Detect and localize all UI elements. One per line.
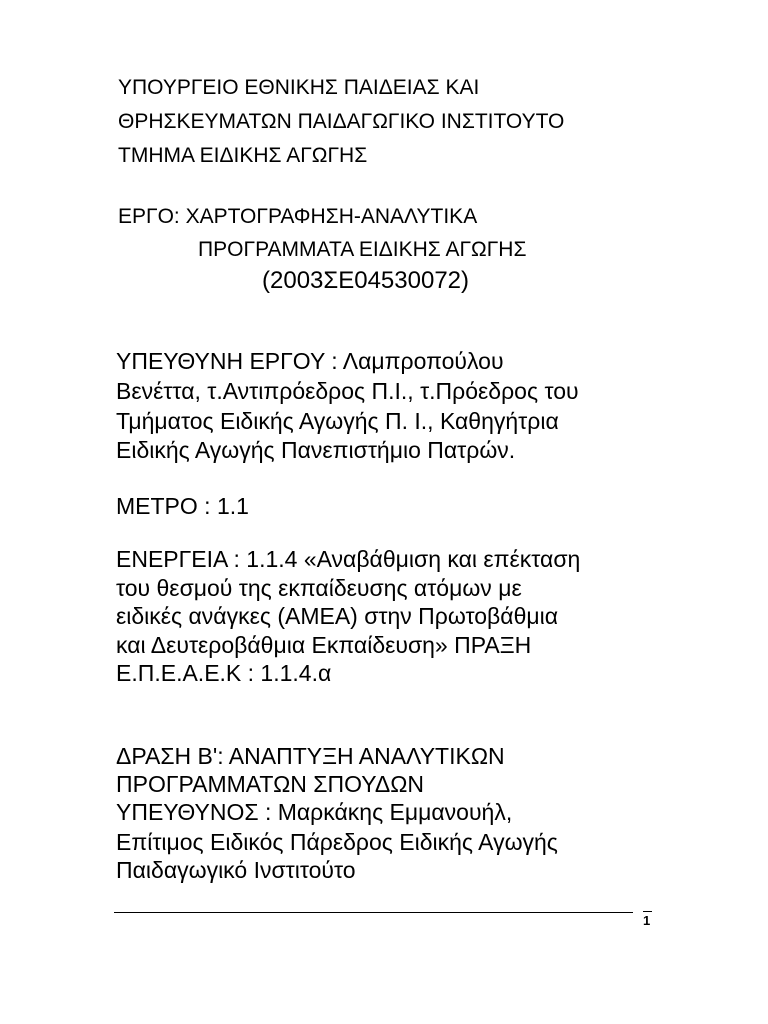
action-line-2: του θεσμού της εκπαίδευσης ατόμων με	[116, 575, 522, 601]
activity-line-5: Παιδαγωγικό Ινστιτούτο	[116, 857, 356, 883]
activity-line-4: Επίτιμος Ειδικός Πάρεδρος Ειδικής Αγωγής	[116, 829, 558, 855]
action-line-4: και Δευτεροβάθμια Εκπαίδευση» ΠΡΑΞΗ	[116, 632, 532, 658]
activity-line-3: ΥΠΕΥΘΥΝΟΣ : Μαρκάκης Εμμανουήλ,	[116, 799, 513, 825]
ministry-heading-line-1: ΥΠΟΥΡΓΕΙΟ ΕΘΝΙΚΗΣ ΠΑΙΔΕΙΑΣ ΚΑΙ	[118, 76, 480, 99]
project-title-line-1: ΕΡΓΟ: ΧΑΡΤΟΓΡΑΦΗΣΗ-ΑΝΑΛΥΤΙΚΑ	[118, 205, 478, 228]
page-number: 1	[643, 913, 651, 928]
action-line-3: ειδικές ανάγκες (ΑΜΕΑ) στην Πρωτοβάθμια	[116, 603, 559, 629]
page-number-bar	[643, 911, 652, 912]
activity-line-2: ΠΡΟΓΡΑΜΜΑΤΩΝ ΣΠΟΥΔΩΝ	[116, 771, 425, 797]
responsible-line-4: Ειδικής Αγωγής Πανεπιστήμιο Πατρών.	[116, 437, 516, 463]
project-code: (2003ΣΕ04530072)	[262, 267, 469, 294]
ministry-heading-line-2: ΘΡΗΣΚΕΥΜΑΤΩΝ ΠΑΙΔΑΓΩΓΙΚΟ ΙΝΣΤΙΤΟΥΤΟ	[118, 110, 565, 133]
action-line-5: Ε.Π.Ε.Α.Ε.Κ : 1.1.4.α	[116, 660, 332, 686]
responsible-line-3: Τμήματος Ειδικής Αγωγής Π. Ι., Καθηγήτρια	[116, 408, 559, 434]
activity-line-1: ΔΡΑΣΗ Β': ΑΝΑΠΤΥΞΗ ΑΝΑΛΥΤΙΚΩΝ	[116, 743, 505, 769]
responsible-line-1: ΥΠΕΥΘΥΝΗ ΕΡΓΟΥ : Λαμπροπούλου	[116, 348, 504, 374]
measure-line: ΜΕΤΡΟ : 1.1	[116, 493, 249, 519]
ministry-heading-line-3: ΤΜΗΜΑ ΕΙΔΙΚΗΣ ΑΓΩΓΗΣ	[118, 144, 368, 167]
responsible-line-2: Βενέττα, τ.Αντιπρόεδρος Π.Ι., τ.Πρόεδρος του	[116, 378, 579, 404]
action-line-1: ΕΝΕΡΓΕΙΑ : 1.1.4 «Αναβάθμιση και επέκταση	[116, 546, 581, 572]
footer-rule	[114, 912, 633, 913]
project-title-line-2: ΠΡΟΓΡΑΜΜΑΤΑ ΕΙΔΙΚΗΣ ΑΓΩΓΗΣ	[198, 238, 527, 261]
